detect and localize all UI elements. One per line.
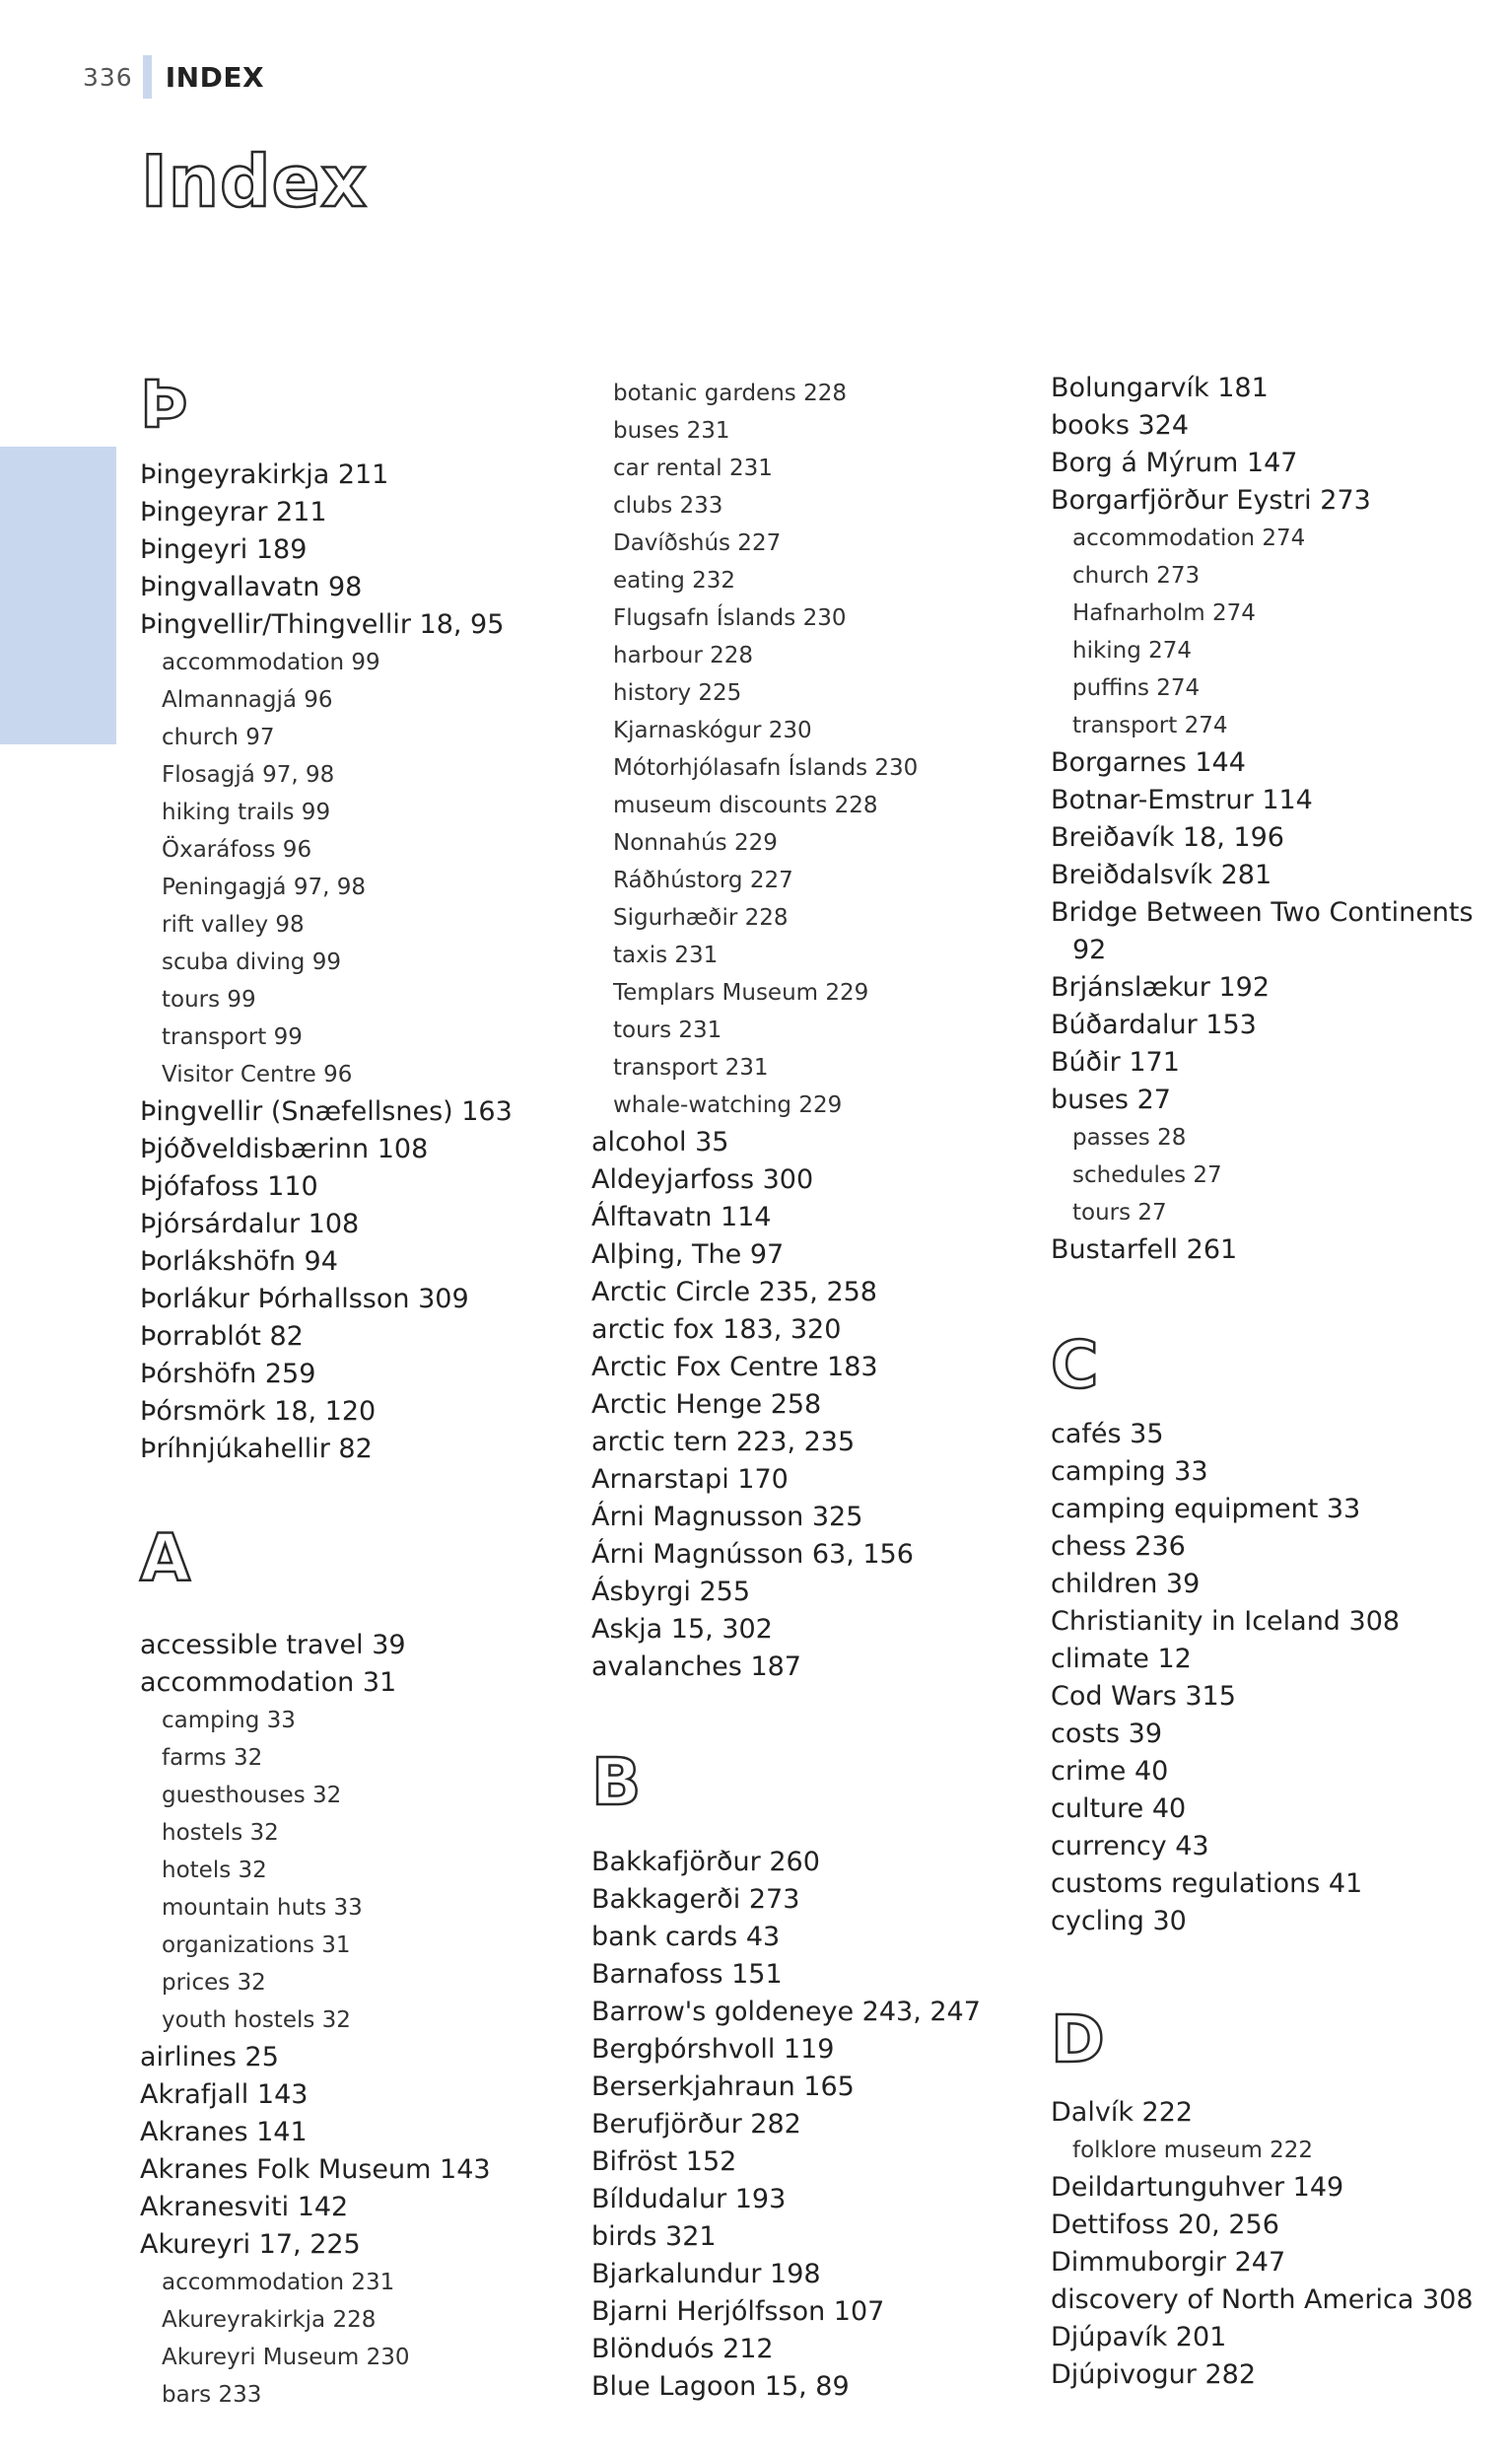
- index-entry: Brjánslækur 192: [1051, 972, 1270, 1003]
- index-subentry: farms 32: [162, 1745, 263, 1771]
- index-entry: Christianity in Iceland 308: [1051, 1606, 1401, 1637]
- index-entry: Þorrablót 82: [140, 1321, 304, 1352]
- index-entry: Ásbyrgi 255: [591, 1577, 751, 1607]
- index-entry: Akranes 141: [140, 2117, 308, 2147]
- index-entry: buses 27: [1051, 1085, 1171, 1115]
- index-entry: Aldeyjarfoss 300: [591, 1164, 814, 1195]
- index-subentry: Templars Museum 229: [613, 980, 869, 1006]
- index-entry: Þórshöfn 259: [140, 1359, 316, 1389]
- index-entry: accessible travel 39: [140, 1630, 406, 1660]
- index-subentry: church 97: [162, 725, 275, 750]
- index-entry: Breiðavík 18, 196: [1051, 822, 1284, 853]
- index-subentry: camping 33: [162, 1708, 296, 1733]
- running-header: [83, 57, 264, 97]
- index-entry: bank cards 43: [591, 1922, 781, 1952]
- entry-list: [1051, 1416, 1400, 1940]
- index-entry: chess 236: [1051, 1531, 1186, 1562]
- index-entry: Cod Wars 315: [1051, 1681, 1236, 1712]
- index-entry: arctic fox 183, 320: [591, 1314, 842, 1345]
- index-entry: Berserkjahraun 165: [591, 2071, 855, 2102]
- index-subentry: hostels 32: [162, 1820, 279, 1846]
- index-entry: Akranesviti 142: [140, 2192, 349, 2222]
- index-subentry: Almannagjá 96: [162, 687, 333, 713]
- entry-list: [591, 375, 918, 1686]
- index-entry: Djúpivogur 282: [1051, 2359, 1257, 2390]
- index-entry: Bridge Between Two Continents: [1051, 897, 1474, 928]
- index-entry: Bakkafjörður 260: [591, 1847, 820, 1877]
- index-entry: Búðardalur 153: [1051, 1010, 1257, 1040]
- index-entry: Þórsmörk 18, 120: [140, 1396, 377, 1427]
- index-entry: Búðir 171: [1051, 1047, 1180, 1078]
- index-entry: Arctic Fox Centre 183: [591, 1352, 878, 1382]
- index-entry: cafés 35: [1051, 1419, 1164, 1449]
- index-subentry: tours 99: [162, 987, 256, 1013]
- index-entry: Akrafjall 143: [140, 2079, 309, 2110]
- index-subentry: Sigurhæðir 228: [613, 905, 789, 931]
- index-entry: Þingeyrakirkja 211: [140, 459, 389, 490]
- index-subentry: hiking 274: [1072, 638, 1193, 664]
- letter-heading-b: B: [591, 1744, 642, 1820]
- entry-list: [591, 1844, 981, 2406]
- index-entry: Blönduós 212: [591, 2334, 774, 2364]
- index-entry: Dalvík 222: [1051, 2097, 1194, 2128]
- index-entry: Askja 15, 302: [591, 1614, 773, 1645]
- index-subentry: history 225: [613, 680, 742, 706]
- index-entry: Akureyri 17, 225: [140, 2229, 361, 2260]
- index-subentry: Hafnarholm 274: [1072, 600, 1256, 626]
- index-entry: avalanches 187: [591, 1651, 801, 1682]
- index-entry: Barrow's goldeneye 243, 247: [591, 1997, 981, 2027]
- entry-list: [1051, 370, 1474, 1269]
- index-subentry: scuba diving 99: [162, 949, 341, 975]
- index-subentry: church 273: [1072, 563, 1201, 589]
- index-entry: Þorlákur Þórhallsson 309: [140, 1284, 469, 1314]
- index-entry: Dimmuborgir 247: [1051, 2247, 1286, 2278]
- index-entry: Bolungarvík 181: [1051, 373, 1269, 403]
- index-subentry: Akureyri Museum 230: [162, 2345, 410, 2370]
- index-entry: Borgarfjörður Eystri 273: [1051, 485, 1371, 516]
- entry-list: [1051, 2094, 1474, 2394]
- index-subentry: whale-watching 229: [613, 1092, 843, 1118]
- index-subentry: Akureyrakirkja 228: [162, 2307, 377, 2333]
- index-subentry: prices 32: [162, 1970, 266, 1996]
- index-entry: Þorlákshöfn 94: [140, 1246, 338, 1277]
- index-subentry: guesthouses 32: [162, 1783, 342, 1808]
- index-entry: Bakkagerði 273: [591, 1884, 800, 1915]
- index-entry: Þjófafoss 110: [140, 1171, 318, 1202]
- index-entry: crime 40: [1051, 1756, 1169, 1787]
- index-entry: Þingeyrar 211: [140, 497, 327, 527]
- index-subentry: Davíðshús 227: [613, 530, 782, 556]
- index-entry: Borg á Mýrum 147: [1051, 448, 1298, 478]
- index-entry: arctic tern 223, 235: [591, 1427, 856, 1457]
- index-entry: customs regulations 41: [1051, 1868, 1363, 1899]
- index-entry: Borgarnes 144: [1051, 747, 1246, 778]
- index-entry: Alþing, The 97: [591, 1239, 785, 1270]
- index-subentry: eating 232: [613, 568, 736, 594]
- index-subentry: clubs 233: [613, 493, 723, 519]
- index-entry: Bjarni Herjólfsson 107: [591, 2296, 885, 2327]
- section-side-tab: [0, 447, 116, 744]
- index-subentry: transport 274: [1072, 713, 1228, 738]
- index-entry: children 39: [1051, 1569, 1201, 1599]
- index-entry: Þjóðveldisbærinn 108: [140, 1134, 429, 1164]
- index-subentry: Visitor Centre 96: [162, 1062, 353, 1088]
- index-entry: alcohol 35: [591, 1127, 729, 1158]
- index-entry: Dettifoss 20, 256: [1051, 2210, 1279, 2240]
- index-entry: currency 43: [1051, 1831, 1209, 1861]
- index-subentry: accommodation 274: [1072, 526, 1306, 551]
- index-subentry: tours 231: [613, 1017, 722, 1043]
- index-entry: airlines 25: [140, 2042, 279, 2072]
- index-entry: Berufjörður 282: [591, 2109, 801, 2140]
- index-subentry: Nonnahús 229: [613, 830, 778, 856]
- index-entry: Árni Magnússon 63, 156: [591, 1539, 914, 1570]
- index-entry: books 324: [1051, 410, 1189, 441]
- index-subentry: mountain huts 33: [162, 1895, 363, 1921]
- index-subentry: folklore museum 222: [1072, 2138, 1314, 2163]
- running-header-title: INDEX: [165, 60, 265, 94]
- index-entry: Arctic Henge 258: [591, 1389, 822, 1420]
- index-subentry: Peningagjá 97, 98: [162, 875, 366, 900]
- index-entry: Þingvellir/Thingvellir 18, 95: [140, 609, 505, 640]
- index-entry: Arnarstapi 170: [591, 1464, 789, 1495]
- index-subentry: youth hostels 32: [162, 2007, 351, 2033]
- entry-list: [140, 456, 513, 1468]
- index-subentry: Kjarnaskógur 230: [613, 718, 812, 743]
- index-entry: Þjórsárdalur 108: [140, 1209, 360, 1239]
- index-subentry: schedules 27: [1072, 1162, 1222, 1188]
- index-subentry: rift valley 98: [162, 912, 305, 938]
- index-entry: Bíldudalur 193: [591, 2184, 787, 2214]
- index-subentry: Flosagjá 97, 98: [162, 762, 335, 788]
- page-title: Index: [141, 140, 368, 223]
- index-subentry: organizations 31: [162, 1932, 351, 1958]
- index-subentry: botanic gardens 228: [613, 381, 847, 406]
- index-entry: accommodation 31: [140, 1667, 397, 1698]
- index-entry: culture 40: [1051, 1793, 1187, 1824]
- index-subentry: hiking trails 99: [162, 800, 331, 825]
- index-entry: Bjarkalundur 198: [591, 2259, 821, 2289]
- index-entry: Blue Lagoon 15, 89: [591, 2371, 850, 2402]
- index-subentry: car rental 231: [613, 456, 773, 481]
- index-subentry: transport 99: [162, 1024, 303, 1050]
- index-entry: birds 321: [591, 2221, 717, 2252]
- index-subentry: tours 27: [1072, 1200, 1167, 1226]
- index-subentry: Flugsafn Íslands 230: [613, 605, 847, 631]
- index-subentry: Ráðhústorg 227: [613, 868, 793, 893]
- index-entry: Botnar-Emstrur 114: [1051, 785, 1313, 815]
- index-entry: cycling 30: [1051, 1906, 1187, 1936]
- index-subentry: taxis 231: [613, 943, 719, 968]
- index-entry: Þingeyri 189: [140, 534, 308, 565]
- index-subentry: accommodation 231: [162, 2270, 395, 2295]
- index-entry: costs 39: [1051, 1719, 1163, 1749]
- index-entry: climate 12: [1051, 1644, 1192, 1674]
- index-entry: camping equipment 33: [1051, 1494, 1361, 1524]
- index-entry: Bergþórshvoll 119: [591, 2034, 835, 2065]
- index-subentry: Öxaráfoss 96: [162, 837, 312, 863]
- index-entry: Þríhnjúkahellir 82: [140, 1434, 373, 1464]
- index-entry: Akranes Folk Museum 143: [140, 2154, 491, 2185]
- index-entry: Djúpavík 201: [1051, 2322, 1227, 2352]
- index-subentry: puffins 274: [1072, 675, 1201, 701]
- index-subentry: accommodation 99: [162, 650, 380, 675]
- index-subentry: museum discounts 228: [613, 793, 878, 818]
- page-number: 336: [83, 62, 133, 92]
- index-entry: Arctic Circle 235, 258: [591, 1277, 877, 1307]
- header-divider: [143, 55, 152, 99]
- letter-heading-d: D: [1051, 2001, 1105, 2077]
- index-entry: Álftavatn 114: [591, 1202, 772, 1232]
- index-entry: 92: [1072, 935, 1107, 965]
- index-entry: camping 33: [1051, 1456, 1208, 1487]
- index-entry: Árni Magnusson 325: [591, 1502, 863, 1532]
- index-subentry: Mótorhjólasafn Íslands 230: [613, 755, 919, 781]
- index-entry: Breiðdalsvík 281: [1051, 860, 1272, 890]
- letter-heading-a: A: [140, 1520, 191, 1596]
- index-entry: Þingvallavatn 98: [140, 572, 363, 602]
- index-entry: Bifröst 152: [591, 2146, 737, 2177]
- index-entry: discovery of North America 308: [1051, 2284, 1474, 2315]
- index-subentry: transport 231: [613, 1055, 769, 1081]
- index-subentry: hotels 32: [162, 1858, 267, 1883]
- index-subentry: bars 233: [162, 2382, 262, 2408]
- index-entry: Bustarfell 261: [1051, 1234, 1238, 1265]
- index-entry: Deildartunguhver 149: [1051, 2172, 1344, 2203]
- index-entry: Þingvellir (Snæfellsnes) 163: [140, 1096, 513, 1127]
- letter-heading-thorn: Þ: [140, 367, 188, 443]
- letter-heading-c: C: [1051, 1327, 1099, 1403]
- index-subentry: buses 231: [613, 418, 730, 444]
- index-subentry: passes 28: [1072, 1125, 1187, 1151]
- index-subentry: harbour 228: [613, 643, 754, 668]
- index-entry: Barnafoss 151: [591, 1959, 783, 1990]
- entry-list: [140, 1627, 491, 2414]
